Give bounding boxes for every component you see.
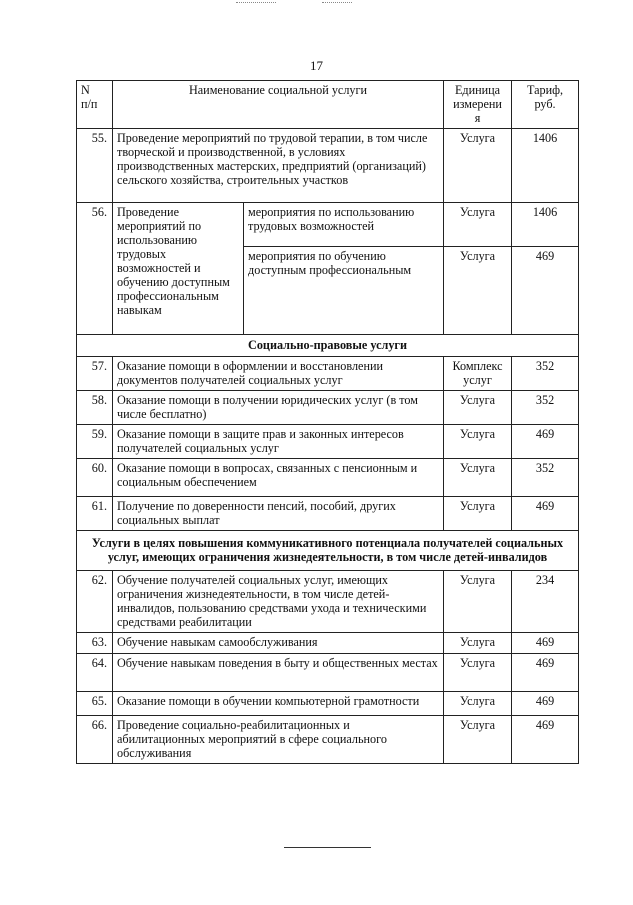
scan-artifact — [236, 2, 276, 9]
row-service-name: Оказание помощи в обучении компьютерной грамотности — [113, 692, 444, 716]
table-row — [77, 633, 579, 654]
row-num: 56. — [77, 203, 113, 335]
header-tariff: Тариф, руб. — [512, 81, 579, 129]
table-row — [77, 716, 579, 764]
row-num: 64. — [77, 654, 113, 692]
row-service-name: Проведение мероприятий по использованию трудовых возможностей и обучению доступным профессиональным навыкам — [113, 203, 244, 335]
row-tariff: 352 — [512, 391, 579, 425]
table-row — [77, 129, 579, 203]
row-num: 60. — [77, 459, 113, 497]
row-tariff: 352 — [512, 357, 579, 391]
table-row — [77, 459, 579, 497]
row-tariff: 469 — [512, 425, 579, 459]
row-unit: Услуга — [444, 203, 512, 247]
section-heading-row — [77, 335, 579, 357]
row-tariff: 469 — [512, 654, 579, 692]
row-subservice-name: мероприятия по использованию трудовых возможностей — [244, 203, 444, 247]
row-service-name: Получение по доверенности пенсий, пособий, других социальных выплат — [113, 497, 444, 531]
row-tariff: 1406 — [512, 203, 579, 247]
row-tariff: 469 — [512, 716, 579, 764]
scan-artifact — [322, 2, 352, 9]
table-row — [77, 692, 579, 716]
row-unit: Услуга — [444, 571, 512, 633]
row-unit: Услуга — [444, 692, 512, 716]
row-unit: Услуга — [444, 129, 512, 203]
row-unit: Услуга — [444, 247, 512, 335]
row-tariff: 234 — [512, 571, 579, 633]
row-service-name: Обучение навыкам поведения в быту и общественных местах — [113, 654, 444, 692]
row-num: 63. — [77, 633, 113, 654]
table-row — [77, 391, 579, 425]
row-unit: Услуга — [444, 716, 512, 764]
row-tariff: 469 — [512, 247, 579, 335]
row-tariff: 469 — [512, 633, 579, 654]
table-row — [77, 203, 579, 247]
row-num: 59. — [77, 425, 113, 459]
table-row — [77, 357, 579, 391]
row-unit: Услуга — [444, 425, 512, 459]
row-num: 65. — [77, 692, 113, 716]
page-number: 17 — [310, 58, 323, 73]
row-num: 58. — [77, 391, 113, 425]
row-num: 66. — [77, 716, 113, 764]
row-unit: Комплекс услуг — [444, 357, 512, 391]
row-tariff: 469 — [512, 692, 579, 716]
row-unit: Услуга — [444, 497, 512, 531]
row-service-name: Проведение мероприятий по трудовой терапии, в том числе творческой и производственной, в условиях производственных мастерских, предприятий (организаций) сельского хозяйства, строительных участков — [113, 129, 444, 203]
table-row — [77, 654, 579, 692]
row-num: 57. — [77, 357, 113, 391]
row-unit: Услуга — [444, 633, 512, 654]
row-unit: Услуга — [444, 654, 512, 692]
section-heading-row — [77, 531, 579, 571]
row-unit: Услуга — [444, 459, 512, 497]
section-heading: Социально-правовые услуги — [77, 335, 579, 357]
header-unit: Единица измерени я — [444, 81, 512, 129]
row-unit: Услуга — [444, 391, 512, 425]
footer-divider — [284, 847, 371, 848]
row-num: 61. — [77, 497, 113, 531]
row-tariff: 1406 — [512, 129, 579, 203]
row-num: 55. — [77, 129, 113, 203]
header-name: Наименование социальной услуги — [113, 81, 444, 129]
table-row — [77, 497, 579, 531]
row-service-name: Проведение социально-реабилитационных и абилитационных мероприятий в сфере социального обслуживания — [113, 716, 444, 764]
row-tariff: 352 — [512, 459, 579, 497]
table-row — [77, 425, 579, 459]
row-service-name: Оказание помощи в защите прав и законных интересов получателей социальных услуг — [113, 425, 444, 459]
row-service-name: Обучение получателей социальных услуг, имеющих ограничения жизнедеятельности, в том числе детей-инвалидов, пользованию средствами ухода и техническими средствами реабилитации — [113, 571, 444, 633]
services-tariff-table — [76, 80, 579, 764]
row-service-name: Оказание помощи в оформлении и восстановлении документов получателей социальных услуг — [113, 357, 444, 391]
section-heading: Услуги в целях повышения коммуникативного потенциала получателей социальных услуг, имеющих ограничения жизнедеятельности, в том числе детей-инвалидов — [77, 531, 579, 571]
row-service-name: Оказание помощи в вопросах, связанных с пенсионным и социальным обеспечением — [113, 459, 444, 497]
header-num: N п/п — [77, 81, 113, 129]
row-service-name: Обучение навыкам самообслуживания — [113, 633, 444, 654]
row-num: 62. — [77, 571, 113, 633]
table-row — [77, 571, 579, 633]
table-header-row — [77, 81, 579, 129]
row-service-name: Оказание помощи в получении юридических услуг (в том числе бесплатно) — [113, 391, 444, 425]
row-tariff: 469 — [512, 497, 579, 531]
row-subservice-name: мероприятия по обучению доступным профессиональным — [244, 247, 444, 335]
